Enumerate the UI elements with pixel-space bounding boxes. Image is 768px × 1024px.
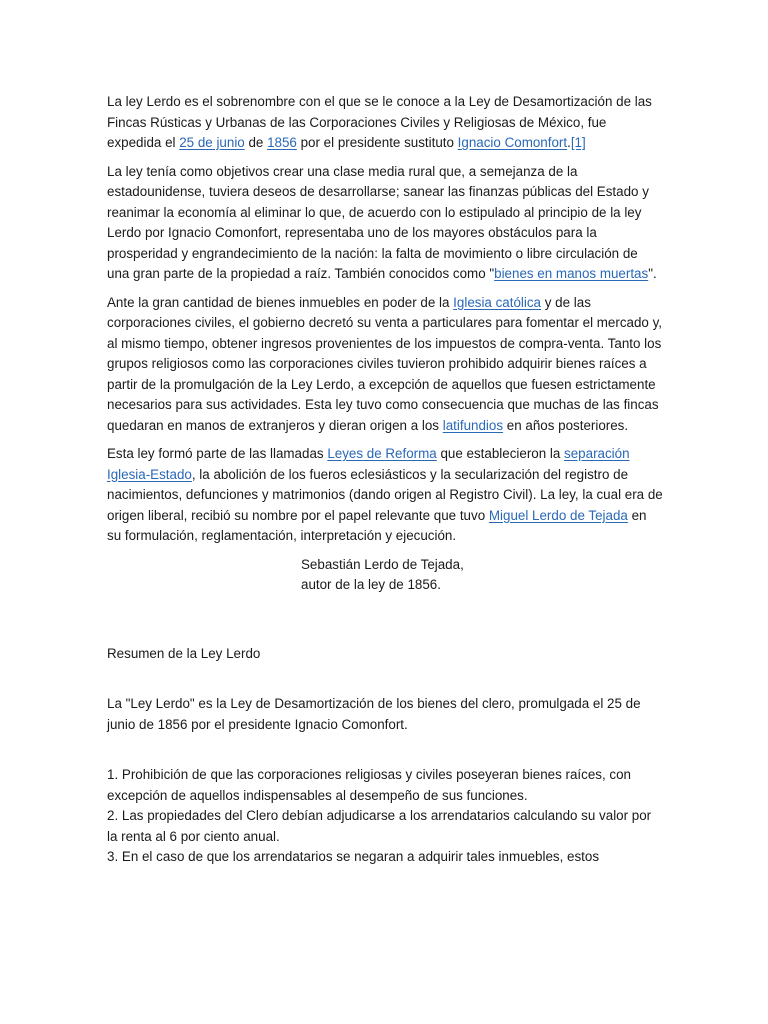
- paragraph-leyes-de-reforma: [107, 444, 663, 547]
- paragraph-text: en su formulación, reglamentación, interpretación y ejecución.: [107, 507, 647, 543]
- paragraph-text: en años posteriores.: [503, 417, 629, 433]
- paragraph-text: por el presidente sustituto: [296, 135, 458, 150]
- paragraph-church-properties: [107, 293, 663, 437]
- paragraph-text: Ante la gran cantidad de bienes inmuebles en poder de la: [107, 294, 454, 310]
- link-latifundios[interactable]: latifundios: [442, 417, 504, 433]
- image-caption: [301, 555, 663, 596]
- paragraph-text: que establecieron la: [436, 446, 565, 461]
- link-bienes-en-manos-muertas[interactable]: bienes en manos muertas: [494, 266, 649, 281]
- link-ignacio-comonfort[interactable]: Ignacio Comonfort: [457, 135, 568, 150]
- caption-line-2: autor de la ley de 1856.: [301, 577, 441, 592]
- list-item: 3. En el caso de que los arrendatarios se negaran a adquirir tales inmuebles, estos: [107, 849, 600, 864]
- paragraph-text: de: [244, 135, 268, 150]
- section-heading: Resumen de la Ley Lerdo: [107, 645, 261, 661]
- caption-line-1: Sebastián Lerdo de Tejada,: [301, 556, 464, 572]
- paragraph-text: La ley tenía como objetivos crear una clase media rural que, a semejanza de la estadounidense, tuviera deseos de desarrollarse; sanear las finanzas públicas del Estado y reanimar la economía al eliminar lo que, de acuerdo con lo estipulado al principio de la ley Lerdo por Ignacio Comonfort, representaba uno de los mayores obstáculos para la prosperidad y engrandecimiento de la nación: la falta de movimiento o libre circulación de una gran parte de la propiedad a raíz. También conocidos como ": [107, 163, 649, 281]
- paragraph-text: .: [567, 135, 571, 150]
- link-iglesia-catolica[interactable]: Iglesia católica: [453, 294, 542, 310]
- paragraph-text: Esta ley formó parte de las llamadas: [107, 446, 328, 461]
- link-leyes-de-reforma[interactable]: Leyes de Reforma: [327, 446, 437, 461]
- document-body: [107, 92, 663, 868]
- paragraph-text: La ley Lerdo es el sobrenombre con el que se le conoce a la Ley de Desamortización de las Fincas Rústicas y Urbanas de las Corporaciones Civiles y Religiosas de México, fue expedida el: [107, 94, 652, 150]
- link-1856[interactable]: 1856: [267, 135, 297, 150]
- paragraph-text: , la abolición de los fueros eclesiásticos y la secularización del registro de nacimientos, defunciones y matrimonios (dando origen al Registro Civil). La ley, la cual era de origen liberal, recibió su nombre por el papel relevante que tuvo: [107, 466, 663, 523]
- link-miguel-lerdo-de-tejada[interactable]: Miguel Lerdo de Tejada: [488, 507, 628, 523]
- link-reference-1[interactable]: [1]: [570, 135, 586, 150]
- link-separacion-iglesia-estado[interactable]: separación Iglesia-Estado: [107, 446, 630, 482]
- list-item: 2. Las propiedades del Clero debían adjudicarse a los arrendatarios calculando su valor por la renta al 6 por ciento anual.: [107, 808, 652, 844]
- numbered-list: [107, 765, 663, 868]
- summary-paragraph: La "Ley Lerdo" es la Ley de Desamortización de los bienes del clero, promulgada el 25 de junio de 1856 por el presidente Ignacio Comonfort.: [107, 696, 641, 732]
- paragraph-intro: [107, 92, 663, 154]
- link-25-de-junio[interactable]: 25 de junio: [179, 135, 245, 150]
- paragraph-text: y de las corporaciones civiles, el gobierno decretó su venta a particulares para fomentar el mercado y, al mismo tiempo, obtener ingresos provenientes de los impuestos de compra-venta. Tanto los grupos religiosos como las corporaciones civiles tuvieron prohibido adquirir bienes raíces a partir de la promulgación de la Ley Lerdo, a excepción de aquellos que fuesen estrictamente necesarios para sus actividades. Esta ley tuvo como consecuencia que muchas de las fincas quedaran en manos de extranjeros y dieran origen a los: [107, 294, 663, 433]
- paragraph-text: ".: [648, 266, 657, 281]
- paragraph-objectives: [107, 162, 663, 285]
- list-item: 1. Prohibición de que las corporaciones religiosas y civiles poseyeran bienes raíces, con excepción de aquellos indispensables al desempeño de sus funciones.: [107, 767, 632, 803]
